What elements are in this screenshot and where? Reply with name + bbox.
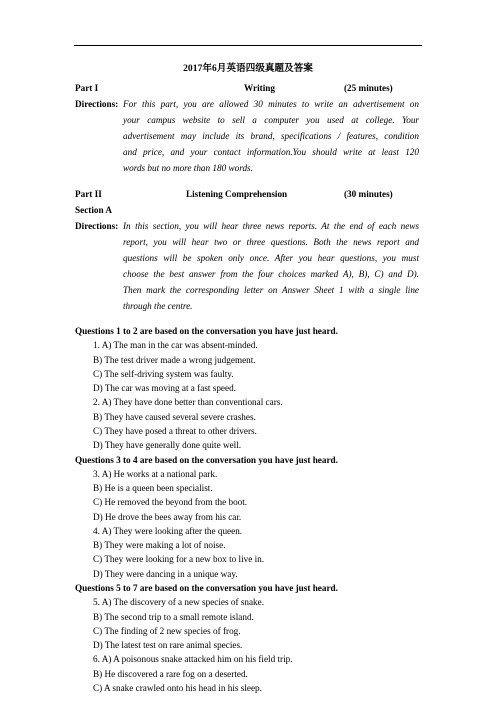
page-title: 2017年6月英语四级真题及答案 <box>183 64 313 74</box>
question-number: 2. <box>93 397 100 408</box>
answer-option: D) The latest test on rare animal species. <box>93 640 243 651</box>
answer-option: C) The finding of 2 new species of frog. <box>93 625 241 636</box>
part1-directions-label: Directions: <box>75 99 119 109</box>
part1-directions-line: For this part, you are allowed 30 minutes to write an advertisement on <box>123 99 419 109</box>
answer-option: B) They were making a lot of noise. <box>93 540 226 551</box>
question-number: 3. <box>93 468 100 479</box>
answer-option: D) He drove the bees away from his car. <box>93 511 242 522</box>
section-label: Section A <box>75 205 113 215</box>
part2-time: (30 minutes) <box>344 189 393 199</box>
question-number: 5. <box>93 597 100 608</box>
answer-option: C) He removed the beyond from the boot. <box>93 497 248 508</box>
part1-directions-line: words but no more than 180 words. <box>123 163 253 173</box>
answer-option: C) The self-driving system was faulty. <box>93 368 234 379</box>
answer-option: A) He works at a national park. <box>101 468 218 479</box>
answer-option: B) He is a queen been specialist. <box>93 483 213 494</box>
part2-directions-line: questions will be spoken only once. After you hear questions, you must <box>123 253 419 263</box>
answer-option: A) A poisonous snake attacked him on his field trip. <box>101 654 293 665</box>
part2-directions-label: Directions: <box>75 221 119 231</box>
answer-option: D) They have generally done quite well. <box>93 440 242 451</box>
question-group-heading: Questions 1 to 2 are based on the conversation you have just heard. <box>75 326 338 336</box>
part2-directions-line: choose the best answer from the four choices marked A), B), C) and D). <box>123 269 419 279</box>
question-group-heading: Questions 5 to 7 are based on the conversation you have just heard. <box>75 583 338 594</box>
part2-label: Part II <box>75 189 102 199</box>
part1-label: Part I <box>75 83 99 93</box>
answer-option: C) They have posed a threat to other drivers. <box>93 425 257 436</box>
part2-directions-line: through the centre. <box>123 301 193 311</box>
answer-option: B) The second trip to a small remote island. <box>93 611 254 622</box>
answer-option: A) The discovery of a new species of snake. <box>101 597 265 608</box>
answer-option: B) He discovered a rare fog on a deserted. <box>93 668 248 679</box>
part1-directions-line: advertisement may include its brand, specifications / features, condition <box>123 131 419 141</box>
part2-directions-line: report, you will hear two or three questions. Both the news report and <box>123 237 419 247</box>
question-number: 6. <box>93 654 100 665</box>
part1-directions-line: and price, and your contact information.You should write at least 120 <box>123 147 419 157</box>
part2-directions-line: In this section, you will hear three news reports. At the end of each news <box>123 221 419 231</box>
answer-option: B) They have caused several severe crashes. <box>93 411 256 422</box>
part1-name: Writing <box>244 83 275 93</box>
part2-directions-line: Then mark the corresponding letter on Answer Sheet 1 with a single line <box>123 285 419 295</box>
answer-option: D) The car was moving at a fast speed. <box>93 383 236 394</box>
question-group-heading: Questions 3 to 4 are based on the conversation you have just heard. <box>75 454 338 465</box>
header-rule <box>74 45 422 46</box>
answer-option: B) The test driver made a wrong judgement. <box>93 354 256 365</box>
question-number: 4. <box>93 525 100 536</box>
part1-time: (25 minutes) <box>344 83 393 93</box>
answer-option: A) They have done better than conventional cars. <box>101 397 283 408</box>
part2-name: Listening Comprehension <box>186 189 288 199</box>
question-number: 1. <box>93 340 100 351</box>
answer-option: A) They were looking after the queen. <box>101 525 243 536</box>
answer-option: C) They were looking for a new box to live in. <box>93 554 265 565</box>
answer-option: D) They were dancing in a unique way. <box>93 568 238 579</box>
answer-option: A) The man in the car was absent-minded. <box>101 340 258 351</box>
answer-option: C) A snake crawled onto his head in his sleep. <box>93 683 262 693</box>
part1-directions-line: your campus website to sell a computer you used at college. Your <box>123 115 419 125</box>
